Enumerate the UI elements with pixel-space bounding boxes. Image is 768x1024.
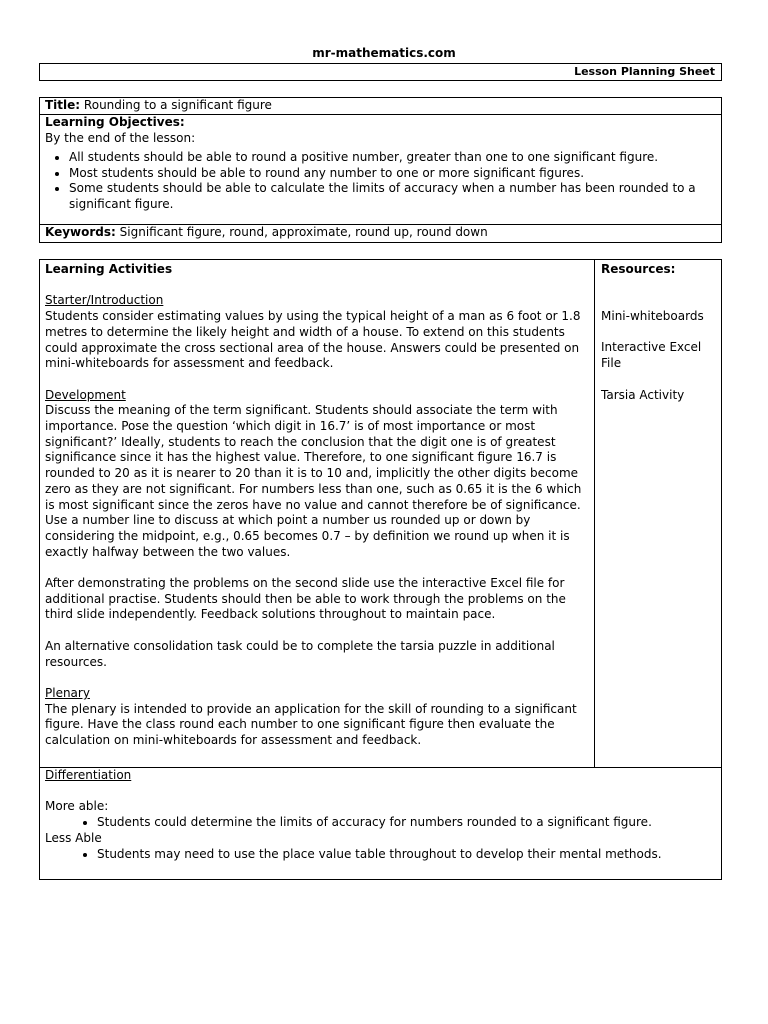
development-paragraph: After demonstrating the problems on the second slide use the interactive Excel file for additional practise. Students should then be able to work through the problems on the third slide independently. Feedback solutions throughout to maintain pace. <box>45 576 566 622</box>
lesson-title: Rounding to a significant figure <box>83 98 272 112</box>
resource-item: Interactive Excel File <box>601 340 702 371</box>
objectives-label: Learning Objectives: <box>45 115 185 129</box>
keywords-label: Keywords: <box>45 225 116 239</box>
site-header: mr-mathematics.com <box>312 46 456 60</box>
lesson-overview-table <box>39 97 722 243</box>
lesson-planning-sheet-bar <box>39 63 722 81</box>
objective-item: • All students should be able to round a positive number, greater than one to one significant figure. <box>69 150 716 166</box>
activities-table <box>39 259 722 880</box>
objectives-list <box>45 150 716 212</box>
differentiation-heading: Differentiation <box>45 768 132 782</box>
development-paragraph: Use a number line to discuss at which point a number us rounded up or down by considering the midpoint, e.g., 0.65 becomes 0.7 – by definition we round up when it is exactly halfway between the two values. <box>45 513 570 559</box>
objectives-intro: By the end of the lesson: <box>45 130 196 145</box>
activities-resources-row <box>40 260 721 768</box>
objectives-row <box>40 115 721 225</box>
plenary-text: The plenary is intended to provide an application for the skill of rounding to a significant figure. Have the class round each number to one significant figure then evaluate the calculation on mini-whiteboards for assessment and feedback. <box>45 701 577 748</box>
development-paragraph: An alternative consolidation task could be to complete the tarsia puzzle in additional resources. <box>45 638 555 669</box>
more-able-item: • Students could determine the limits of accuracy for numbers rounded to a significant figure. <box>97 815 716 831</box>
keywords-text: Significant figure, round, approximate, round up, round down <box>119 225 488 239</box>
differentiation-cell <box>40 768 721 862</box>
resource-item: Mini-whiteboards <box>601 309 704 324</box>
development-heading: Development <box>45 387 126 402</box>
starter-heading: Starter/Introduction <box>45 293 164 308</box>
resource-item: Tarsia Activity <box>601 387 685 402</box>
less-able-item: • Students may need to use the place value table throughout to develop their mental methods. <box>97 847 716 863</box>
more-able-label: More able: <box>45 799 109 814</box>
objective-item: • Most students should be able to round any number to one or more significant figures. <box>69 166 716 182</box>
less-able-label: Less Able <box>45 830 102 845</box>
resources-cell <box>595 260 721 767</box>
sheet-label: Lesson Planning Sheet <box>574 65 715 78</box>
title-row <box>40 98 721 115</box>
activities-header: Learning Activities <box>45 262 173 276</box>
starter-text: Students consider estimating values by using the typical height of a man as 6 foot or 1.8 metres to determine the likely height and width of a house. To extend on this students could approximate the cross sectional area of the house. Answers could be presented on mini-whiteboards for assessment and feedback. <box>45 309 581 371</box>
less-able-list <box>45 847 716 863</box>
keywords-row <box>40 225 721 243</box>
plenary-heading: Plenary <box>45 685 90 700</box>
objective-item: • Some students should be able to calculate the limits of accuracy when a number has been rounded to a significant figure. <box>69 181 716 212</box>
resources-header: Resources: <box>601 262 676 276</box>
more-able-list <box>45 815 716 831</box>
title-label: Title: <box>45 98 81 112</box>
learning-activities-cell <box>40 260 595 767</box>
development-paragraph: Discuss the meaning of the term significant. Students should associate the term with importance. Pose the question ‘which digit in 16.7’ is of most importance or most significant?’ Ideally, students to reach the conclusion that the digit one is of greatest significance since it has the highest value. Therefore, to one significant figure 16.7 is rounded to 20 as it is nearer to 20 than it is to 10 and, implicitly the other digits become zero as they are not significant. For numbers less than one, such as 0.65 it is the 6 which is most significant since the zeros have no value and cannot therefore be of significance. <box>45 403 582 512</box>
